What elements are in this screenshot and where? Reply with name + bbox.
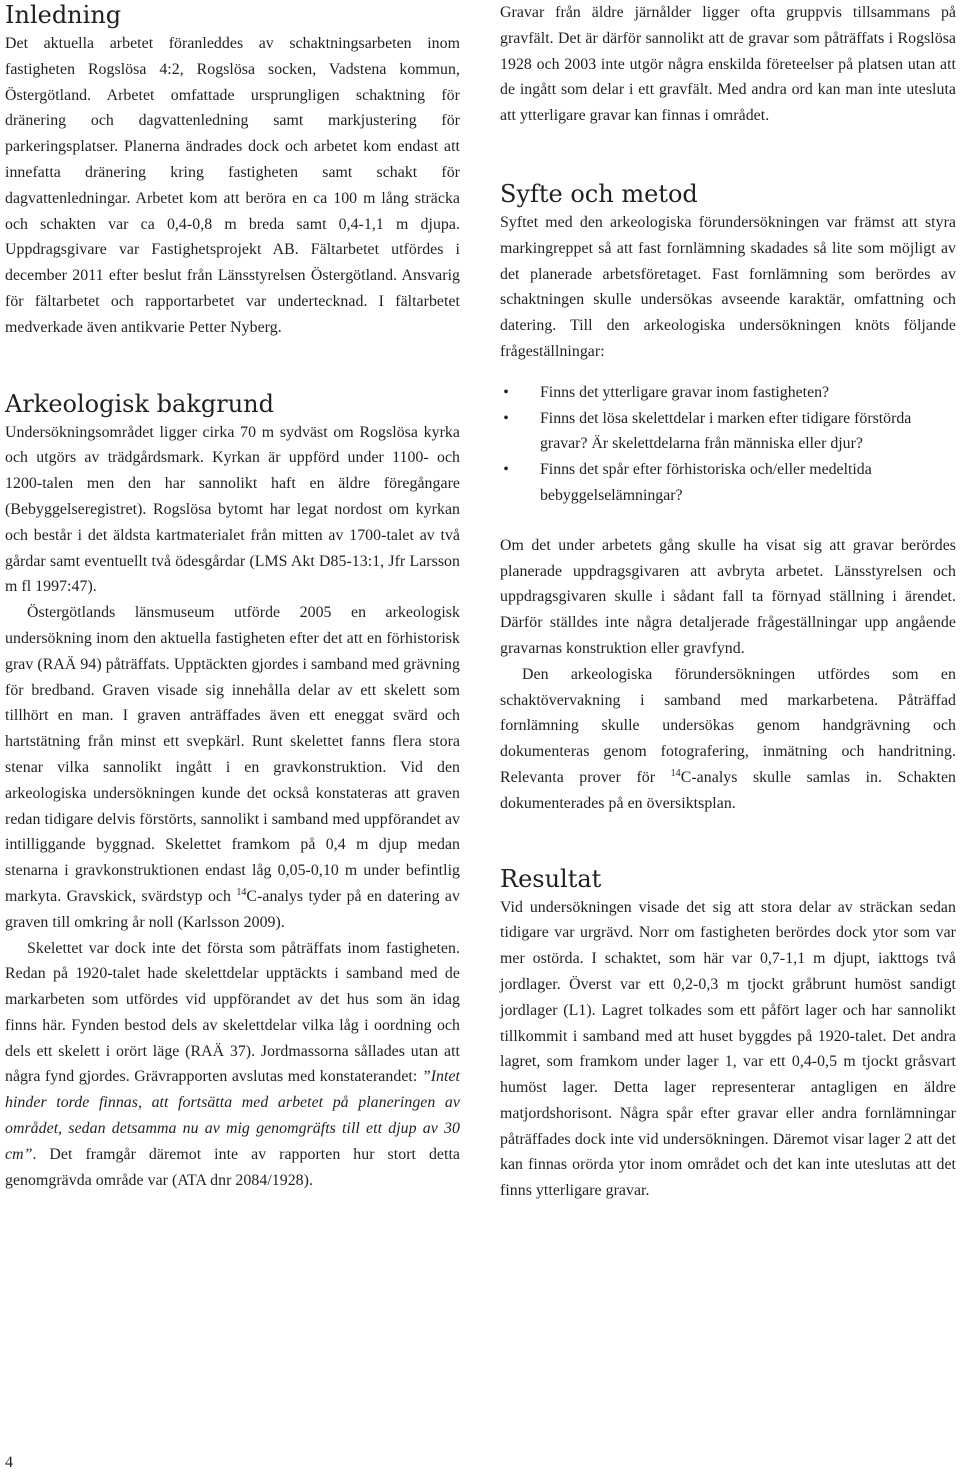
superscript-14: 14	[670, 767, 681, 779]
left-column	[5, 0, 460, 1193]
bakgrund-paragraph-3-text-end: . Det framgår däremot inte av rapporten hur stort detta genomgrävda område var (ATA dnr 2084/1928).	[5, 1145, 460, 1189]
list-item	[500, 406, 956, 458]
bullet-icon: •	[503, 383, 509, 401]
inledning-paragraph: Det aktuella arbetet föranleddes av schaktningsarbeten inom fastigheten Rogslösa 4:2, Rogslösa socken, Vadstena kommun, Östergötland. Arbetet omfattade ursprungligen schaktning för dränering och dagvattenledning samt markjustering för parkeringsplatser. Planerna ändrades dock och arbetet kom endast att innefatta dränering kring fastigheten samt schakt för dagvattenledningar. Arbetet kom att beröra en ca 100 m lång sträcka och schakten var ca 0,4-0,8 m breda samt 0,4-1,1 m djupa. Uppdragsgivare var Fastighetsprojekt AB. Fältarbetet utfördes i december 2011 efter beslut från Länsstyrelsen Östergötland. Ansvarig för fältarbetet och rapportarbetet var undertecknad. I fältarbetet medverkade även antikvarie Petter Nyberg.	[5, 35, 460, 336]
syfte-paragraph-3	[500, 662, 956, 817]
bullet-icon: •	[503, 461, 509, 479]
quotation-grävrapport: ”Intet hinder torde finnas, att fortsätta med arbetet på planeringen av området, sedan detsamma nu av mig genomgräfts till ett djup av 30 cm”	[5, 1068, 460, 1163]
question-text: Finns det spår efter förhistoriska och/eller medeltida bebyggelselämningar?	[540, 461, 872, 504]
list-item	[500, 380, 956, 406]
list-item	[500, 457, 956, 509]
heading-resultat: Resultat	[500, 864, 602, 893]
right-column	[500, 0, 956, 1204]
question-list	[500, 380, 956, 509]
bakgrund-paragraph-3-text: Skelettet var dock inte det första som påträffats inom fastigheten. Redan på 1920-talet hade skelettdelar upptäckts i samband med de markarbeten som utfördes vid uppförandet av det hus som än idag finns här. Fynden bestod dels av skelettdelar vilka låg i oordning och dels ett skelett i orört läge (RAÄ 37). Jordmassorna sållades utan att några fynd gjordes. Grävrapporten avslutas med konstaterandet:	[5, 939, 460, 1086]
syfte-paragraph-3-text-end: C-analys skulle samlas in. Schakten dokumenterades på en översiktsplan.	[500, 768, 956, 812]
bullet-icon: •	[503, 409, 509, 427]
heading-arkeologisk-bakgrund: Arkeologisk bakgrund	[5, 389, 274, 418]
heading-syfte-och-metod: Syfte och metod	[500, 179, 698, 208]
page-number: 4	[5, 1454, 13, 1471]
superscript-14: 14	[236, 886, 247, 898]
question-text: Finns det ytterligare gravar inom fastigheten?	[540, 383, 830, 401]
bakgrund-paragraph-1: Undersökningsområdet ligger cirka 70 m sydväst om Rogslösa kyrka och utgörs av trädgårdsmark. Kyrkan är uppförd under 1100- och 1200-talen men den har sannolikt haft en äldre föregångare (Bebyggelseregistret). Rogslösa bytomt har legat nordost om kyrkan och består i det äldsta kartmaterialet från mitten av 1700-talet av två gårdar samt eventuellt två ödesgårdar (LMS Akt D85-13:1, Jfr Larsson m fl 1997:47).	[5, 423, 460, 596]
resultat-paragraph: Vid undersökningen visade det sig att stora delar av sträckan sedan tidigare var urgrävd. Norr om fastigheten berördes dock ytor som var mer ostörda. I schaktet, som här var 0,7-1,1 m djupt, iakttogs två jordlager. Överst var ett 0,2-0,3 m tjockt gråbrunt humöst sandigt jordlager (L1). Lagret tolkades som ett påfört lager och har sannolikt tillkommit i samband med att huset byggdes på 1920-talet. Det andra lagret, som framkom under lager 1, var ett 0,4-0,5 m tjockt gråsvart humöst lager. Detta lager representerar antagligen en äldre matjordshorisont. Några spår efter gravar eller andra fornlämningar påträffades dock inte vid undersökningen. Däremot visar lager 2 att det kan finnas orörda ytor inom området och det kan inte uteslutas att det finns ytterligare gravar.	[500, 898, 956, 1200]
bakgrund-paragraph-2	[5, 600, 460, 935]
syfte-paragraph-1: Syftet med den arkeologiska förundersökningen var främst att styra markingreppet så att fast fornlämning skadades så lite som möjligt av det planerade arbetsföretaget. Fast fornlämning som berördes av schaktningen skulle undersökas avseende karaktär, omfattning och datering. Till den arkeologiska undersökningen knöts följande frågeställningar:	[500, 213, 956, 360]
question-text: Finns det lösa skelettdelar i marken efter tidigare förstörda gravar? Är skelettdelarna från människa eller djur?	[540, 409, 912, 453]
bakgrund-paragraph-2-text: Östergötlands länsmuseum utförde 2005 en arkeologisk undersökning inom den aktuella fastigheten efter det att en förhistorisk grav (RAÄ 94) påträffats. Upptäckten gjordes i samband med grävning för bredband. Graven visade sig innehålla delar av ett skelett som tillhört en man. I graven anträffades även ett eneggat svärd och hartstätning från minst ett svepkärl. Runt skelettet fanns flera stora stenar vilka sannolikt ingått i en gravkonstruktion. Vid den arkeologiska undersökningen kunde det också konstateras att graven redan tidigare delvis förstörts, sannolikt i samband med uppförandet av intilliggande byggnad. Skelettet framkom på 0,4 m djup medan stenarna i gravkonstruktionen endast låg 0,05-0,10 m under befintlig markyta. Gravskick, svärdstyp och	[5, 604, 460, 905]
bakgrund-paragraph-2-text-end: C-analys tyder på en datering av graven till omkring år noll (Karlsson 2009).	[5, 887, 460, 931]
bakgrund-paragraph-3	[5, 936, 460, 1194]
syfte-paragraph-3-text: Den arkeologiska förundersökningen utfördes som en schaktövervakning i samband med markarbetena. Påträffad fornlämning skulle undersökas genom handgrävning och dokumenteras genom fotografering, inmätning och handritning. Relevanta prover för	[500, 665, 956, 786]
heading-inledning: Inledning	[5, 1, 122, 29]
gravar-paragraph: Gravar från äldre järnålder ligger ofta gruppvis tillsammans på gravfält. Det är därför sannolikt att de gravar som påträffats i Rogslösa 1928 och 2003 inte utgör några enskilda företeelser på platsen utan att de ingått som delar i ett gravfält. Med andra ord kan man inte utesluta att ytterligare gravar kan finnas i området.	[500, 4, 956, 125]
syfte-paragraph-2: Om det under arbetets gång skulle ha visat sig att gravar berördes planerade uppdragsgivaren att avbryta arbetet. Länsstyrelsen och uppdragsgivaren skulle i sådant fall ta förnyad ställning i ärendet. Därför ställdes inte några detaljerade frågeställningar upp angående gravarnas konstruktion eller gravfynd.	[500, 536, 956, 657]
